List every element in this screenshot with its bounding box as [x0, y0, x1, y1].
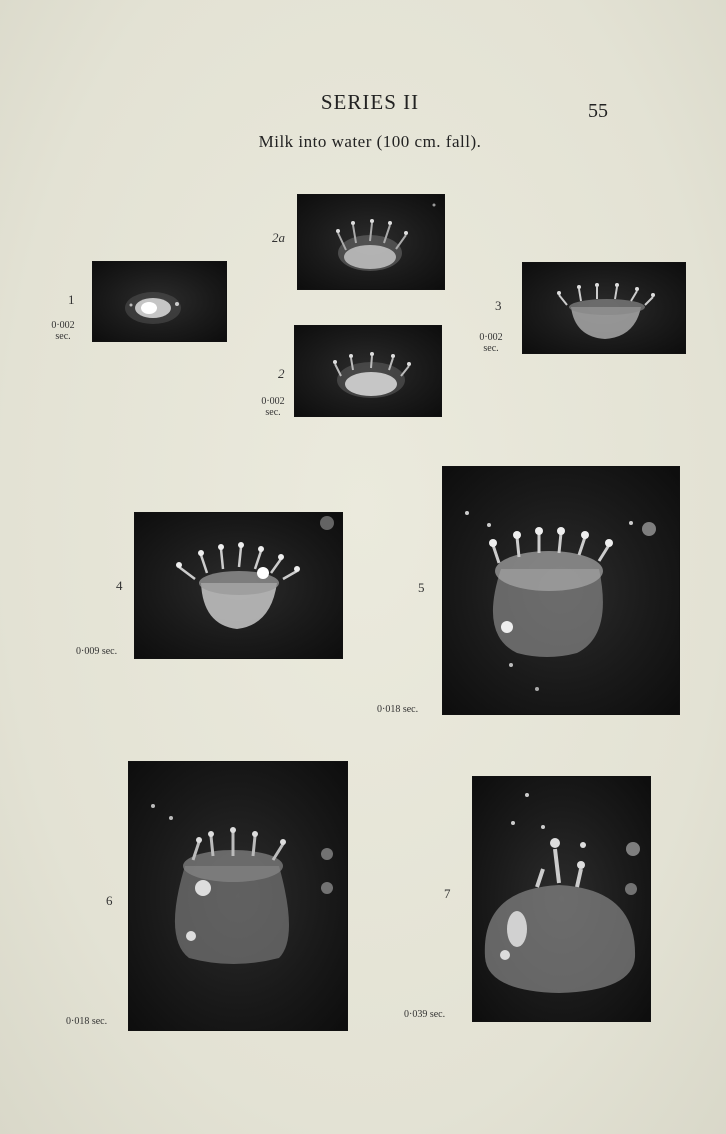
splash-image [93, 262, 226, 341]
figure-3-photo [522, 262, 686, 354]
figure-1-time-value: 0·002 [51, 320, 75, 331]
splash-image [443, 467, 679, 714]
figure-7-time: 0·039 sec. [404, 1009, 446, 1020]
figure-3-time-unit: sec. [483, 343, 499, 354]
figure-1-number: 1 [68, 292, 75, 307]
figure-1-photo [92, 261, 227, 342]
figure-3-time-value: 0·002 [479, 332, 503, 343]
figure-6-number: 6 [106, 893, 113, 908]
figure-6-photo [128, 761, 348, 1031]
figure-4-number: 4 [116, 578, 123, 593]
figure-6-time: 0·018 sec. [66, 1016, 108, 1027]
splash-image [295, 326, 441, 416]
figure-7-number: 7 [444, 886, 451, 901]
plate-subtitle: Milk into water (100 cm. fall). [258, 132, 482, 151]
figure-2-time [256, 396, 290, 418]
figure-3-number: 3 [495, 298, 502, 313]
splash-image [298, 195, 444, 289]
figure-1-time-unit: sec. [55, 331, 71, 342]
splash-image [523, 263, 685, 353]
series-title: SERIES II [320, 90, 420, 114]
figure-4-photo [134, 512, 343, 659]
splash-image [473, 777, 650, 1021]
figure-2a-number: 2a [272, 230, 285, 245]
figure-2-time-value: 0·002 [261, 396, 285, 407]
figure-5-time: 0·018 sec. [377, 704, 419, 715]
figure-3-time [474, 332, 508, 354]
splash-image [129, 762, 347, 1030]
figure-4-time: 0·009 sec. [76, 646, 118, 657]
figure-7-photo [472, 776, 651, 1022]
figure-2-photo [294, 325, 442, 417]
figure-2a-photo [297, 194, 445, 290]
figure-2-number: 2 [278, 366, 285, 381]
figure-2-time-unit: sec. [265, 407, 281, 418]
figure-5-number: 5 [418, 580, 425, 595]
splash-image [135, 513, 342, 658]
figure-5-photo [442, 466, 680, 715]
page-number: 55 [588, 100, 608, 122]
figure-1-time [46, 320, 80, 342]
